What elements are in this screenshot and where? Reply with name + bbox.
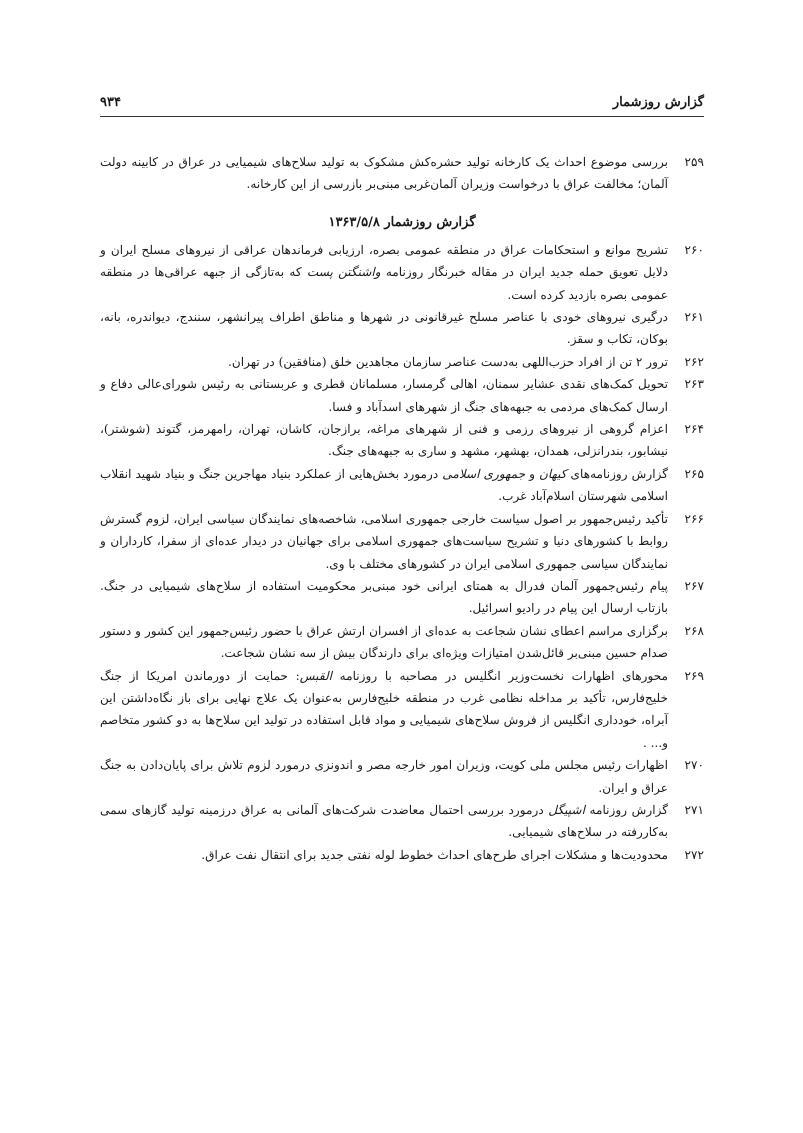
- entry: [100, 575, 704, 620]
- publication-title: کیهان: [538, 466, 567, 481]
- publication-title: واشنگتن پست: [306, 265, 381, 280]
- text-segment: تشریح موانع و استحکامات عراق در منطقه عمومی بصره، ارزیابی فرماندهان عراقی از نیروهای مسلح ایران و دلایل تعویق حمله جدید ایران در مقاله خبرنگار روزنامه: [100, 242, 668, 280]
- entry: [100, 844, 704, 866]
- entry-number: ۲۷۰: [684, 758, 704, 773]
- entry: [100, 665, 704, 755]
- text-segment: درگیری نیروهای خودی با عناصر مسلح غیرقانونی در شهرها و مناطق اطراف پیرانشهر، سنندج، دیواندره، بانه، بوکان، تکاب و سقز.: [100, 310, 668, 347]
- entry-number: ۲۶۲: [684, 354, 704, 369]
- text-segment: درمورد بررسی احتمال معاضدت شرکت‌های آلمانی به عراق درزمینه تولید گازهای سمی به‌کاررفته در سلاح‌های شیمیایی.: [100, 802, 668, 840]
- entry: [100, 508, 704, 575]
- entry-number: ۲۶۷: [684, 578, 704, 593]
- entry-text: [100, 306, 668, 351]
- entry-number: ۲۶۶: [684, 511, 704, 526]
- entry: [100, 151, 704, 196]
- entry-text: [100, 620, 668, 665]
- text-segment: تحویل کمک‌های نقدی عشایر سمنان، اهالی گرمسار، مسلمانان قطری و عربستانی به رئیس شورای‌عالی دفاع و ارسال کمک‌های مردمی به جبهه‌های جنگ از شهرهای اسدآباد و فسا.: [100, 377, 668, 414]
- entry: [100, 799, 704, 844]
- text-segment: برگزاری مراسم اعطای نشان شجاعت به عده‌ای از افسران ارتش عراق با حضور رئیس‌جمهور این کشور و دستور صدام حسین مبنی‌بر قائل‌شدن امتیازات ویژه‌ای برای دارندگان بیش از سه نشان شجاعت.: [100, 623, 668, 661]
- entry-number: ۲۶۵: [684, 466, 704, 481]
- text-segment: گزارش روزنامه‌های: [566, 466, 668, 481]
- section-heading: گزارش روزشمار ۱۳۶۳/۵/۸: [328, 214, 476, 230]
- entry: [100, 620, 704, 665]
- entry: [100, 754, 704, 799]
- text-segment: اعزام گروهی از نیروهای رزمی و فنی از شهرهای مراغه، برازجان، کاشان، تهران، رامهرمز، گتوند (شوشتر)، نیشابور، بندرانزلی، همدان، بهشهر، مشهد و ساری به جبهه‌های جنگ.: [100, 422, 668, 459]
- entries: [100, 151, 704, 866]
- entry-number: ۲۶۸: [684, 623, 704, 638]
- entry-text: [100, 418, 668, 463]
- entry: [100, 418, 704, 463]
- text-segment: پیام رئیس‌جمهور آلمان فدرال به همتای ایرانی خود مبنی‌بر محکومیت استفاده از سلاح‌های شیمیایی در جنگ. بازتاب ارسال این پیام در رادیو اسرائیل.: [100, 578, 668, 616]
- entry-number: ۲۷۲: [684, 847, 704, 862]
- entry-number: ۲۶۱: [684, 310, 704, 325]
- text-segment: ترور ۲ تن از افراد حزب‌اللهی به‌دست عناصر سازمان مجاهدین خلق (منافقین) در تهران.: [228, 354, 668, 369]
- entry: [100, 239, 704, 306]
- publication-title: اشپیگل: [548, 802, 585, 817]
- publication-title: القبس: [299, 668, 332, 683]
- entry-text: [100, 665, 668, 755]
- entry: [100, 463, 704, 508]
- publication-title: جمهوری اسلامی: [442, 466, 526, 481]
- text-segment: اظهارات رئیس مجلس ملی کویت، وزیران امور خارجه مصر و اندونزی درمورد لزوم تلاش برای پایان‌دادن به جنگ عراق و ایران.: [100, 758, 668, 795]
- text-segment: که به‌تازگی از جبهه عراقی‌ها در منطقه عمومی بصره بازدید کرده است.: [100, 265, 668, 302]
- entry-number: ۲۷۱: [684, 802, 704, 817]
- entry-text: [100, 373, 668, 418]
- entry: [100, 373, 704, 418]
- text-segment: درمورد بخش‌هایی از عملکرد بنیاد مهاجرین جنگ و بنیاد شهید انقلاب اسلامی شهرستان اسلام‌آباد غرب.: [100, 466, 668, 504]
- entry-text: [100, 351, 668, 373]
- running-title: گزارش روزشمار: [612, 95, 704, 110]
- text-segment: گزارش روزنامه: [584, 802, 668, 817]
- text-segment: و: [525, 466, 539, 481]
- entry-text: [100, 844, 668, 866]
- entry-text: بررسی موضوع احداث یک کارخانه تولید حشره‌کش مشکوک به تولید سلاح‌های شیمیایی در عراق در کابینه دولت آلمان؛ مخالفت عراق با درخواست وزیران آلمان‌غربی مبنی‌بر بازرسی از این کارخانه.: [100, 155, 668, 192]
- entry-number: ۲۶۴: [684, 422, 704, 437]
- entry: [100, 306, 704, 351]
- entry-number: ۲۶۰: [684, 242, 704, 257]
- entry-text: [100, 239, 668, 306]
- entry-number: ۲۶۳: [684, 377, 704, 392]
- entry-number: ۲۶۹: [684, 668, 704, 683]
- text-segment: محورهای اظهارات نخست‌وزیر انگلیس در مصاحبه با روزنامه: [332, 668, 668, 683]
- entry-text: [100, 508, 668, 575]
- entry-text: [100, 575, 668, 620]
- entry-text: [100, 754, 668, 799]
- page-number: ۹۳۴: [100, 95, 121, 110]
- entry-text: [100, 799, 668, 844]
- text-segment: محدودیت‌ها و مشکلات اجرای طرح‌های احداث خطوط لوله نفتی جدید برای انتقال نفت عراق.: [201, 847, 668, 862]
- book-page: [100, 84, 704, 866]
- entry-text: [100, 463, 668, 508]
- entry: [100, 351, 704, 373]
- running-header: [100, 84, 704, 117]
- entry-list: [100, 239, 704, 866]
- text-segment: : حمایت از دورماندن امریکا از جنگ خلیج‌فارس، تأکید بر مداخله نظامی غرب در منطقه خلیج‌فارس به‌عنوان یک علاج نهایی برای باز نگاه‌داشتن این آبراه، خودداری انگلیس از فروش سلاح‌های شیمیایی و مواد قابل استفاده در تولید این سلاح‌ها به دو کشور متخاصم و... .: [100, 668, 668, 750]
- text-segment: تأکید رئیس‌جمهور بر اصول سیاست خارجی جمهوری اسلامی، شاخصه‌های نمایندگان سیاسی ایران، لزوم گسترش روابط با کشورهای دنیا و تشریح سیاست‌های جمهوری اسلامی برای جهانیان در دیدار عده‌ای از سفرا، کارداران و نمایندگان سیاسی جمهوری اسلامی ایران در کشورهای مختلف با وی.: [100, 511, 668, 571]
- entry-number: ۲۵۹: [684, 155, 704, 169]
